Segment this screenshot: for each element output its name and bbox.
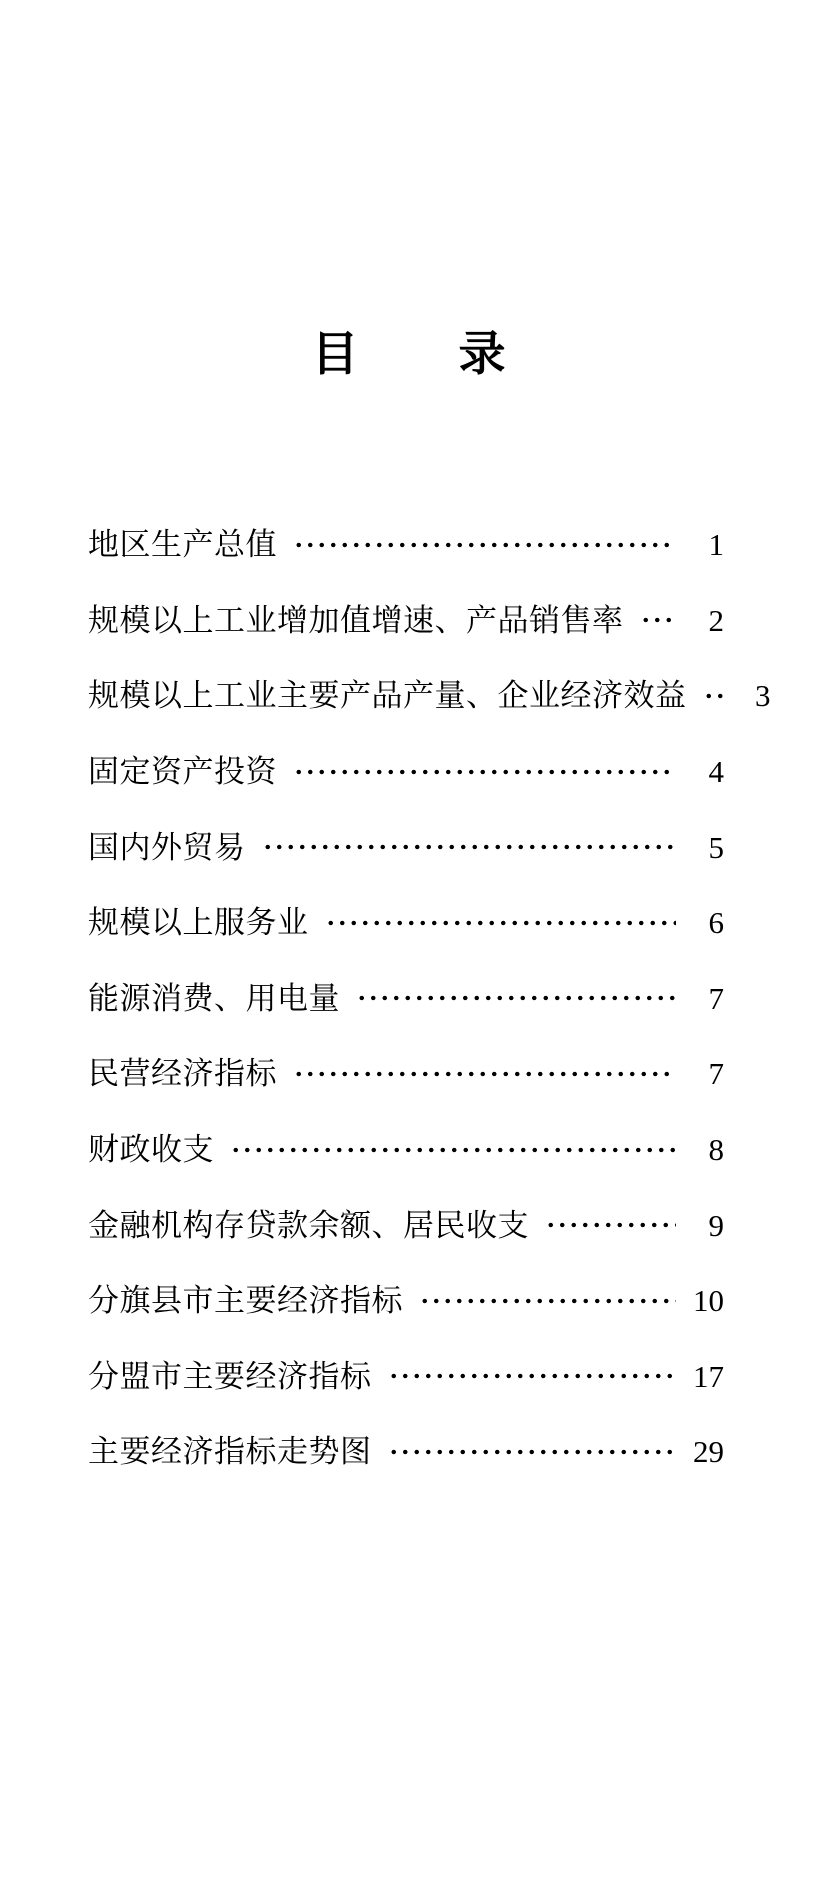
toc-entry[interactable] — [88, 658, 771, 734]
toc-entry-label: 国内外贸易 — [88, 829, 246, 865]
toc-entry[interactable] — [88, 734, 724, 810]
toc-entry-label: 地区生产总值 — [88, 527, 277, 563]
toc-page-number: 4 — [708, 754, 724, 790]
toc-entry[interactable] — [88, 583, 724, 659]
dotted-leader — [293, 1059, 676, 1089]
toc-page-number: 1 — [708, 527, 724, 563]
dotted-leader — [703, 681, 723, 711]
toc-entry[interactable] — [88, 1339, 724, 1415]
toc-entry[interactable] — [88, 1187, 724, 1263]
toc-entry-label: 固定资产投资 — [88, 754, 277, 790]
toc-entry[interactable] — [88, 1036, 724, 1112]
toc-page-number: 3 — [755, 678, 771, 714]
toc-entry-label: 规模以上工业增加值增速、产品销售率 — [88, 602, 624, 638]
toc-entry[interactable] — [88, 1263, 724, 1339]
table-of-contents — [88, 507, 771, 1490]
toc-entry-label: 财政收支 — [88, 1132, 214, 1168]
page-title: 目 录 — [311, 327, 508, 380]
toc-entry[interactable] — [88, 507, 724, 583]
toc-entry-label: 规模以上服务业 — [88, 905, 309, 941]
toc-page-number: 17 — [693, 1358, 724, 1394]
dotted-leader — [640, 605, 677, 635]
dotted-leader — [262, 832, 677, 862]
toc-page-number: 9 — [708, 1207, 724, 1243]
dotted-leader — [545, 1210, 676, 1240]
toc-entry-label: 主要经济指标走势图 — [88, 1434, 372, 1470]
toc-entry-label: 民营经济指标 — [88, 1056, 277, 1092]
toc-entry[interactable] — [88, 1112, 724, 1188]
dotted-leader — [388, 1361, 677, 1391]
dotted-leader — [293, 530, 676, 560]
toc-page-number: 8 — [708, 1132, 724, 1168]
toc-page-number: 7 — [708, 1056, 724, 1092]
dotted-leader — [293, 757, 676, 787]
toc-entry-label: 金融机构存贷款余额、居民收支 — [88, 1207, 529, 1243]
toc-entry[interactable] — [88, 885, 724, 961]
toc-entry-label: 分盟市主要经济指标 — [88, 1358, 372, 1394]
dotted-leader — [388, 1437, 677, 1467]
toc-page-number: 7 — [708, 980, 724, 1016]
toc-page-number: 10 — [693, 1283, 724, 1319]
toc-page-number: 6 — [708, 905, 724, 941]
toc-entry[interactable] — [88, 961, 724, 1037]
dotted-leader — [419, 1286, 676, 1316]
toc-page-number: 5 — [708, 829, 724, 865]
toc-entry[interactable] — [88, 1414, 724, 1490]
toc-entry[interactable] — [88, 809, 724, 885]
toc-entry-label: 分旗县市主要经济指标 — [88, 1283, 403, 1319]
dotted-leader — [230, 1135, 676, 1165]
toc-entry-label: 能源消费、用电量 — [88, 980, 340, 1016]
toc-entry-label: 规模以上工业主要产品产量、企业经济效益 — [88, 678, 687, 714]
dotted-leader — [356, 983, 676, 1013]
dotted-leader — [325, 908, 677, 938]
toc-page-number: 2 — [708, 602, 724, 638]
toc-page-number: 29 — [693, 1434, 724, 1470]
